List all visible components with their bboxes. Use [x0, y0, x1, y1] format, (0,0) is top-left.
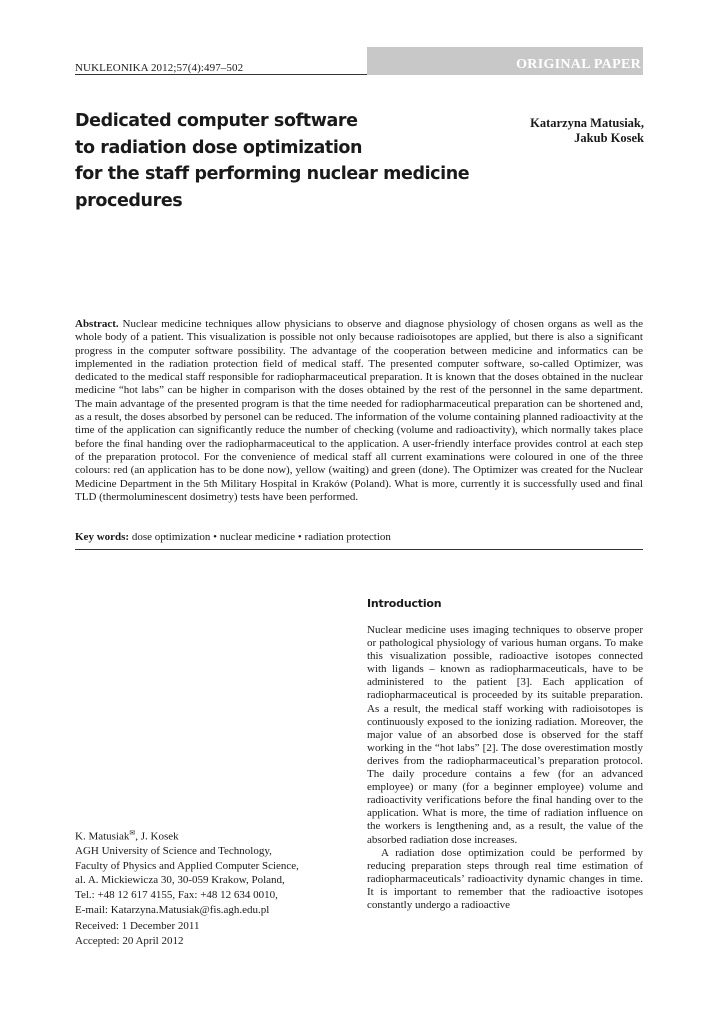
title-line: Dedicated computer software	[75, 111, 358, 131]
accepted-date: Accepted: 20 April 2012	[75, 934, 184, 947]
affiliation-line: Faculty of Physics and Applied Computer Science,	[75, 859, 299, 872]
affiliation-line: al. A. Mickiewicza 30, 30-059 Krakow, Poland,	[75, 874, 285, 887]
author-affiliation	[75, 826, 355, 917]
title-line: for the staff performing nuclear medicine	[75, 164, 470, 184]
co-author: , J. Kosek	[135, 830, 179, 843]
paragraph: A radiation dose optimization could be performed by reducing preparation steps through real time estimation of radiopharmaceuticals’ radioactivity dynamic changes in time. It is important to remember that the radioactive isotopes constantly undergo a radioactive	[367, 846, 643, 911]
title-line: procedures	[75, 190, 183, 211]
section-divider	[75, 549, 643, 550]
author-name: Jakub Kosek	[574, 131, 644, 145]
title-line: to radiation dose optimization	[75, 137, 363, 158]
header-rule	[75, 74, 367, 75]
affiliation-line: AGH University of Science and Technology,	[75, 845, 272, 858]
article-type-label: ORIGINAL PAPER	[516, 57, 641, 72]
affiliation-line: Tel.: +48 12 617 4155, Fax: +48 12 634 0010,	[75, 889, 278, 902]
keywords-label: Key words:	[75, 531, 130, 543]
envelope-icon: ✉	[129, 829, 136, 837]
paper-title	[75, 108, 470, 214]
author-list	[530, 116, 644, 146]
introduction-body	[367, 624, 643, 912]
keywords	[75, 531, 391, 543]
abstract-label: Abstract.	[75, 318, 119, 330]
corresponding-authors	[75, 826, 355, 844]
corresponding-author: K. Matusiak	[75, 830, 130, 843]
paragraph: Nuclear medicine uses imaging techniques to observe proper or pathological physiology of various human organs. To make this visualization possible, radioactive isotopes connected with ligands – known as radiopharmaceuticals, have to be administered to the patient [3]. Each application of radiopharmaceutical is proceeded by its suitable preparation. As a result, the medical staff working with radioisotopes is continuously exposed to the ionizing radiation. Moreover, the major value of an absorbed dose is observed for the staff working in the “hot labs” [2]. The dose overestimation mostly derives from the radiopharmaceutical’s preparation protocol. The daily procedure contains a few (for an advanced employee) or many (for a beginner employee) volume and radioactivity verifications before the final handing over to the application. What is more, the time of radiation influence on the workers is lengthening and, as a result, the value of the absorbed radiation dose increases.	[367, 624, 643, 846]
author-name: Katarzyna Matusiak,	[530, 116, 644, 130]
article-type-badge	[367, 47, 643, 75]
abstract	[75, 318, 643, 504]
manuscript-dates	[75, 919, 200, 948]
abstract-text: Nuclear medicine techniques allow physicians to observe and diagnose physiology of chosen organs as well as the whole body of a patient. This visualization is possible not only because radioisotopes are applied, but there is also a significant progress in the computer software possibility. The advantage of the cooperation between medicine and informatics can be implemented in the radiation protection field of medical staff. The presented computer software, so-called Optimizer, was dedicated to the medical staff responsible for radiopharmaceutical preparation. It is known that the doses obtained in the nuclear medicine “hot labs” can be higher in comparison with the doses obtained by the rest of the personnel in the same department. The main advantage of the presented program is that the time needed for radiopharmaceutical preparation can be shortened and, as a result, the doses absorbed by personel can be reduced. The information of the volume containing planned radioactivity at the time of the application can significantly reduce the number of checking (volume and radioactivity), which normally takes place before the final handing over the radiopharmaceutical to the application. A user-friendly interface provides control at each step of the preparation protocol. For the convenience of medical staff all current examinations were coloured in one of the three colours: red (an application has to be done now), yellow (waiting) and green (done). The Optimizer was created for the Nuclear Medicine Department in the 5th Military Hospital in Kraków (Poland). What is more, currently it is successfully used and final TLD (thermoluminescent dosimetry) tests have been performed.	[75, 318, 643, 503]
section-heading: Introduction	[367, 597, 442, 610]
email-line: E-mail: Katarzyna.Matusiak@fis.agh.edu.pl	[75, 903, 270, 916]
journal-reference: NUKLEONIKA 2012;57(4):497–502	[75, 62, 244, 74]
keywords-text: dose optimization • nuclear medicine • radiation protection	[131, 531, 391, 543]
received-date: Received: 1 December 2011	[75, 920, 200, 932]
